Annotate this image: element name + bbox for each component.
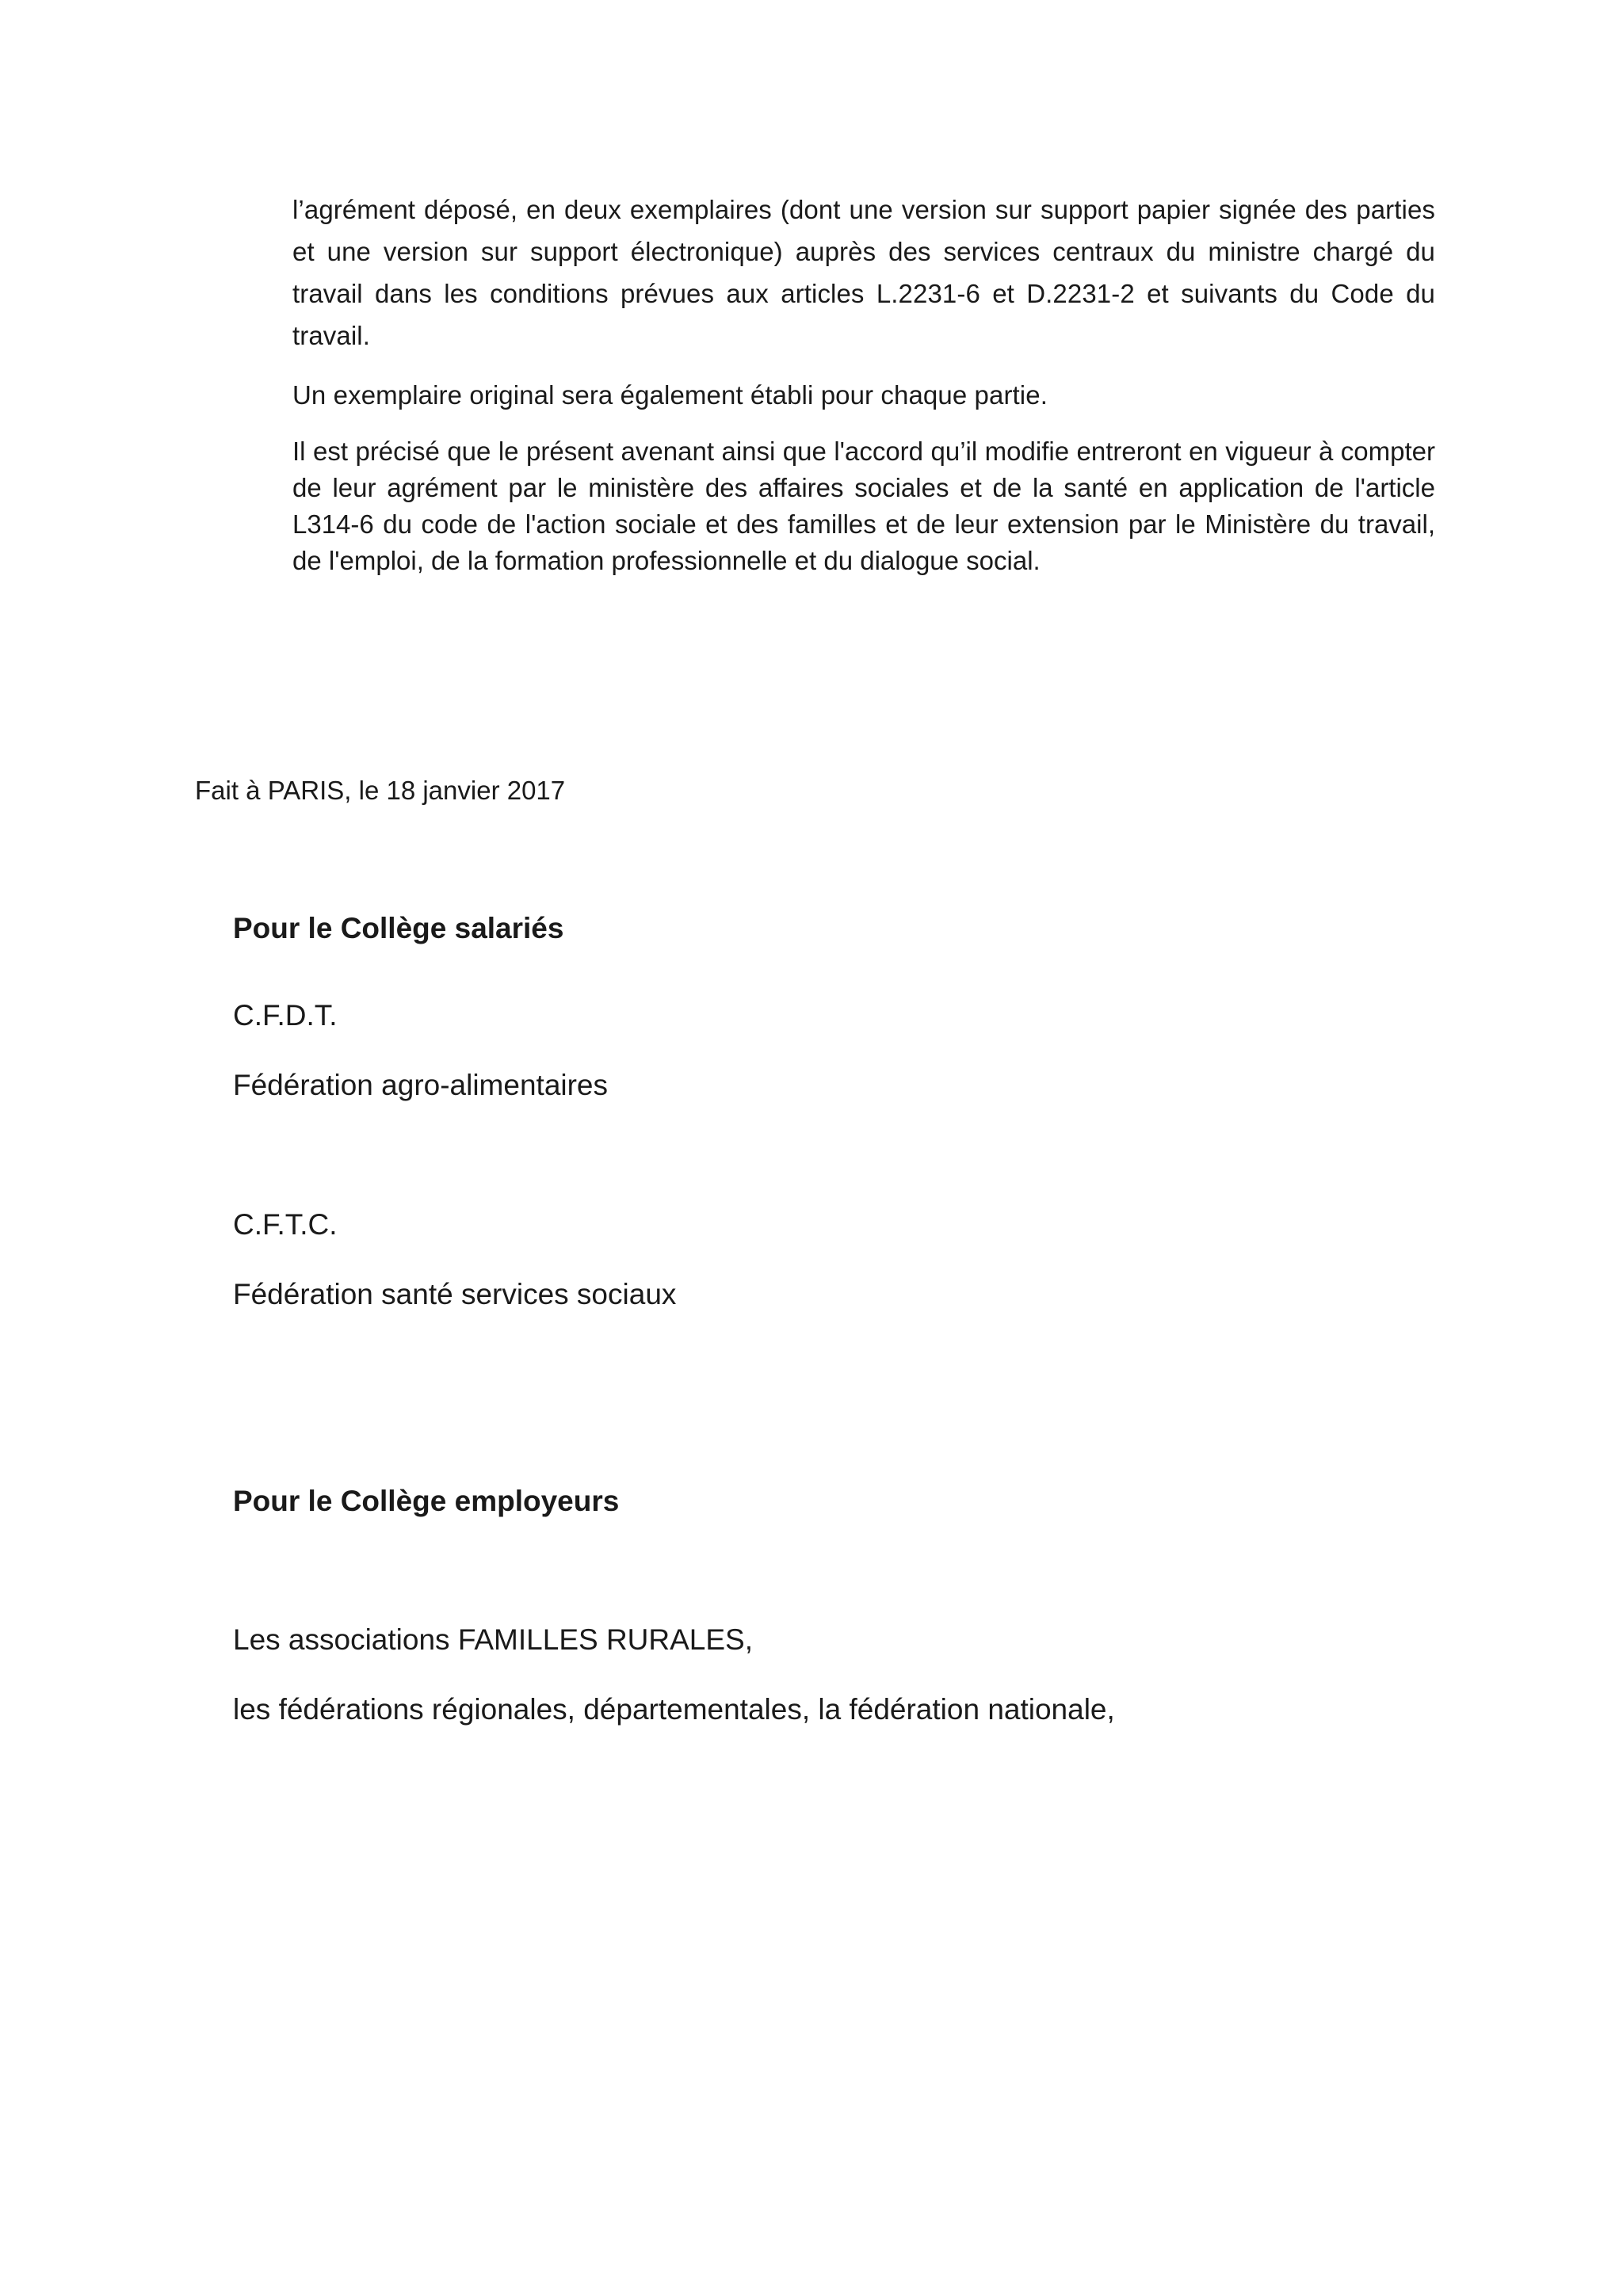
- union-cftc-name: C.F.T.C.: [233, 1208, 338, 1241]
- college-salaries-title: Pour le Collège salariés: [233, 912, 564, 944]
- closing-clauses: [292, 189, 1435, 579]
- college-employeurs-title: Pour le Collège employeurs: [233, 1485, 620, 1517]
- employer-associations-line: Les associations FAMILLES RURALES,: [233, 1623, 754, 1656]
- employer-federations-line: les fédérations régionales, départementales, la fédération nationale,: [233, 1693, 1115, 1726]
- entry-into-force-paragraph: Il est précisé que le présent avenant ainsi que l'accord qu’il modifie entreront en vigueur à compter de leur agrément par le ministère des affaires sociales et de la santé en application de l'article L314-6 du code de l'action sociale et des familles et de leur extension par le Ministère du travail, de l'emploi, de la formation professionnelle et du dialogue social.: [292, 437, 1435, 575]
- original-copy-paragraph: Un exemplaire original sera également établi pour chaque partie.: [292, 380, 1048, 410]
- date-place-line: Fait à PARIS, le 18 janvier 2017: [195, 776, 566, 805]
- union-cfdt-name: C.F.D.T.: [233, 999, 338, 1032]
- filing-paragraph: l’agrément déposé, en deux exemplaires (dont une version sur support papier signée des parties et une version sur support électronique) auprès des services centraux du ministre chargé du travail dans les conditions prévues aux articles L.2231-6 et D.2231-2 et suivants du Code du travail.: [292, 195, 1435, 350]
- union-cfdt-federation: Fédération agro-alimentaires: [233, 1069, 609, 1101]
- union-cftc-federation: Fédération santé services sociaux: [233, 1278, 677, 1310]
